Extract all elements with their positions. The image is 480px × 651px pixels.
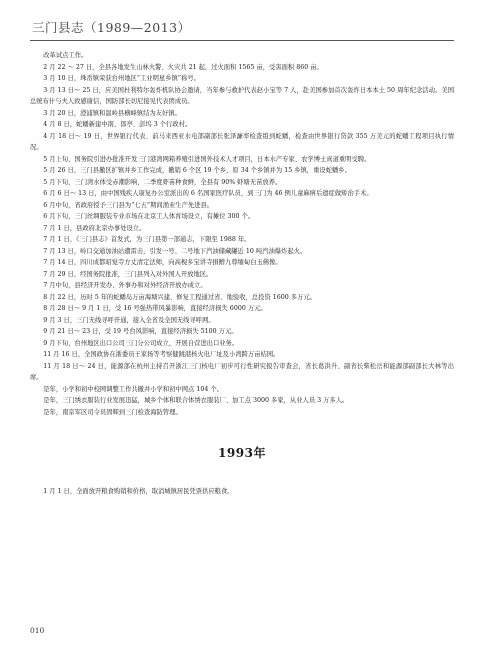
- chronicle-entry: 7 月 13 日，岭口交通加油站遭雷击，引发一号、二号地下汽油储藏罐近 10 吨汽油爆炸起火。: [43, 247, 307, 255]
- chronicle-entry: 改革试点工作。: [43, 52, 88, 59]
- year-heading: 1993年: [218, 446, 266, 460]
- chronicle-entry: 6 月下旬，三门丝绸服装专业市场在北京工人体育场设立，有摊位 300 个。: [43, 213, 255, 220]
- chronicle-entry: 4 月 18 日～ 19 日，世界银行代表、前马来西亚水电部副部长张泽濂率检查组到蛇蟠，检查由世界银行贷款 355 万美元的蛇蟠工程项目执行情况。: [30, 132, 454, 151]
- chronicle-entry: 是年，三门绣衣服装行业发展迅猛，城乡个体和联合体绣衣服装厂、加工点 3000 多家，从业人员 3 万多人。: [43, 397, 349, 404]
- chronicle-entry: 4 月 8 日，蛇蟠新建中南、郎亭、彭坞 3 个行政村。: [43, 121, 192, 128]
- chronicle-entry: 6 月中旬，省政府授予三门县为“七五”期间渔业生产先进县。: [43, 201, 214, 209]
- chronicle-entry: 1 月 1 日，全面放开粮食购销和价格，取消城镇居民凭票供应粮食。: [43, 487, 234, 495]
- chronicle-entry: 9 月 3 日，三门无线寻呼开通，接入全省及全国无线寻呼网。: [43, 316, 215, 324]
- chronicle-entry: 是年，小学和初中校网调整工作共撤并小学和初中网点 104 个。: [43, 385, 223, 393]
- chronicle-entry: 5 月 26 日，三门县撤区扩镇并乡工作完成，撤销 6 个区 19 个乡，原 34 个乡镇并为 15 乡镇，重设蛇蟠乡。: [43, 167, 351, 174]
- chronicle-entry: 7 月 14 日，四川成都昭觉寺方丈清定法师，向高枧多宝讲寺捐赠九尊缅甸白玉佛像。: [43, 259, 282, 266]
- chronicle-entry: 3 月 10 日，珠岙镇荣获台州地区“工业明星乡镇”称号。: [43, 75, 200, 82]
- chronicle-entry: 5 月下旬，三门湾水体受赤潮影响，二季度虾苗种食鲜，全县有 90% 虾塘无苗放养。: [43, 178, 282, 186]
- entries-1993: [30, 486, 454, 498]
- chronicle-entry: 3 月 13 日～ 25 日，应美国杜利特尔轰炸机队协会邀请，当年参与救护代表赵小宝等 7 人，赴美国参加首次轰炸日本本土 50 周年纪念活动。美国总统布什与夫人致感谢信，国防部长切尼接见代表团成员。: [30, 86, 454, 105]
- page-body: [30, 50, 454, 497]
- chronicle-entry: 7 月 1 日，县政府北京办事处设立。: [43, 224, 146, 232]
- chronicle-entry: 2 月 22 ～ 27 日，全县各地发生山林火警、火灾共 21 起，过火面积 1565 亩，受害面积 860 亩。: [43, 63, 323, 71]
- chronicle-entry: 3 月 20 日，澄浦镇和温岭县横峰镇结为友好镇。: [43, 109, 181, 117]
- chronicle-entry: 5 月上旬，国务院引进办批准开发三门港湾网箱养殖引进国外技术人才项目，日本水产专家、农学博士真道重明受聘。: [43, 155, 371, 163]
- chronicle-entry: 8 月 22 日，历时 5 年的蛇蟠岛万亩海塘兴建、修复工程通过省、地验收，总投资 1600 多万元。: [43, 293, 316, 301]
- chronicle-entry: 7 月中旬，县经济开发办、外事办和对外经济开放办成立。: [43, 282, 207, 289]
- chronicle-entry: 9 月 21 日～ 23 日，受 19 号台风影响，直接经济损失 5100 万元。: [43, 328, 238, 335]
- chronicle-entry: 6 月 6 日～ 13 日，由中国残疾人康复办公室派出的 6 名国家医疗队员，到三门为 46 例儿童麻痹后遗症做矫治手术。: [43, 190, 373, 197]
- chronicle-entry: 是年，南京军区司令员固辉到三门检查海防管理。: [43, 408, 182, 416]
- chronicle-entry: 7 月 29 日，经国务院批准，三门县列入对外国人开放地区。: [43, 270, 213, 278]
- chronicle-entry: 9 月下旬，台州地区出口公司三门分公司成立，开展自营进出口业务。: [43, 339, 239, 347]
- chronicle-entry: 11 月 16 日，全国政协在浙委员王家扬等考察健跳港核火电厂址及小湾跨万亩桔园。: [43, 351, 280, 358]
- entries-1992: [30, 50, 454, 418]
- header-rule: [30, 40, 454, 41]
- chronicle-entry: 11 月 18 日～ 24 日，能源部在杭州主持召开浙江三门核电厂初步可行性研究报告审查会，省长葛洪升、副省长柴松岳和能源部副部长大林等出席。: [30, 362, 454, 381]
- chronicle-entry: 7 月 1 日，《三门县志》首发式，为三门县第一部通志，下限至 1988 年。: [43, 236, 251, 243]
- running-header: 三门县志（1989—2013）: [32, 20, 191, 35]
- chronicle-entry: 8 月 28 日～ 9 月 1 日，受 16 号强热带风暴影响，直接经济损失 6000 万元。: [43, 305, 267, 312]
- page-number: 010: [30, 626, 45, 635]
